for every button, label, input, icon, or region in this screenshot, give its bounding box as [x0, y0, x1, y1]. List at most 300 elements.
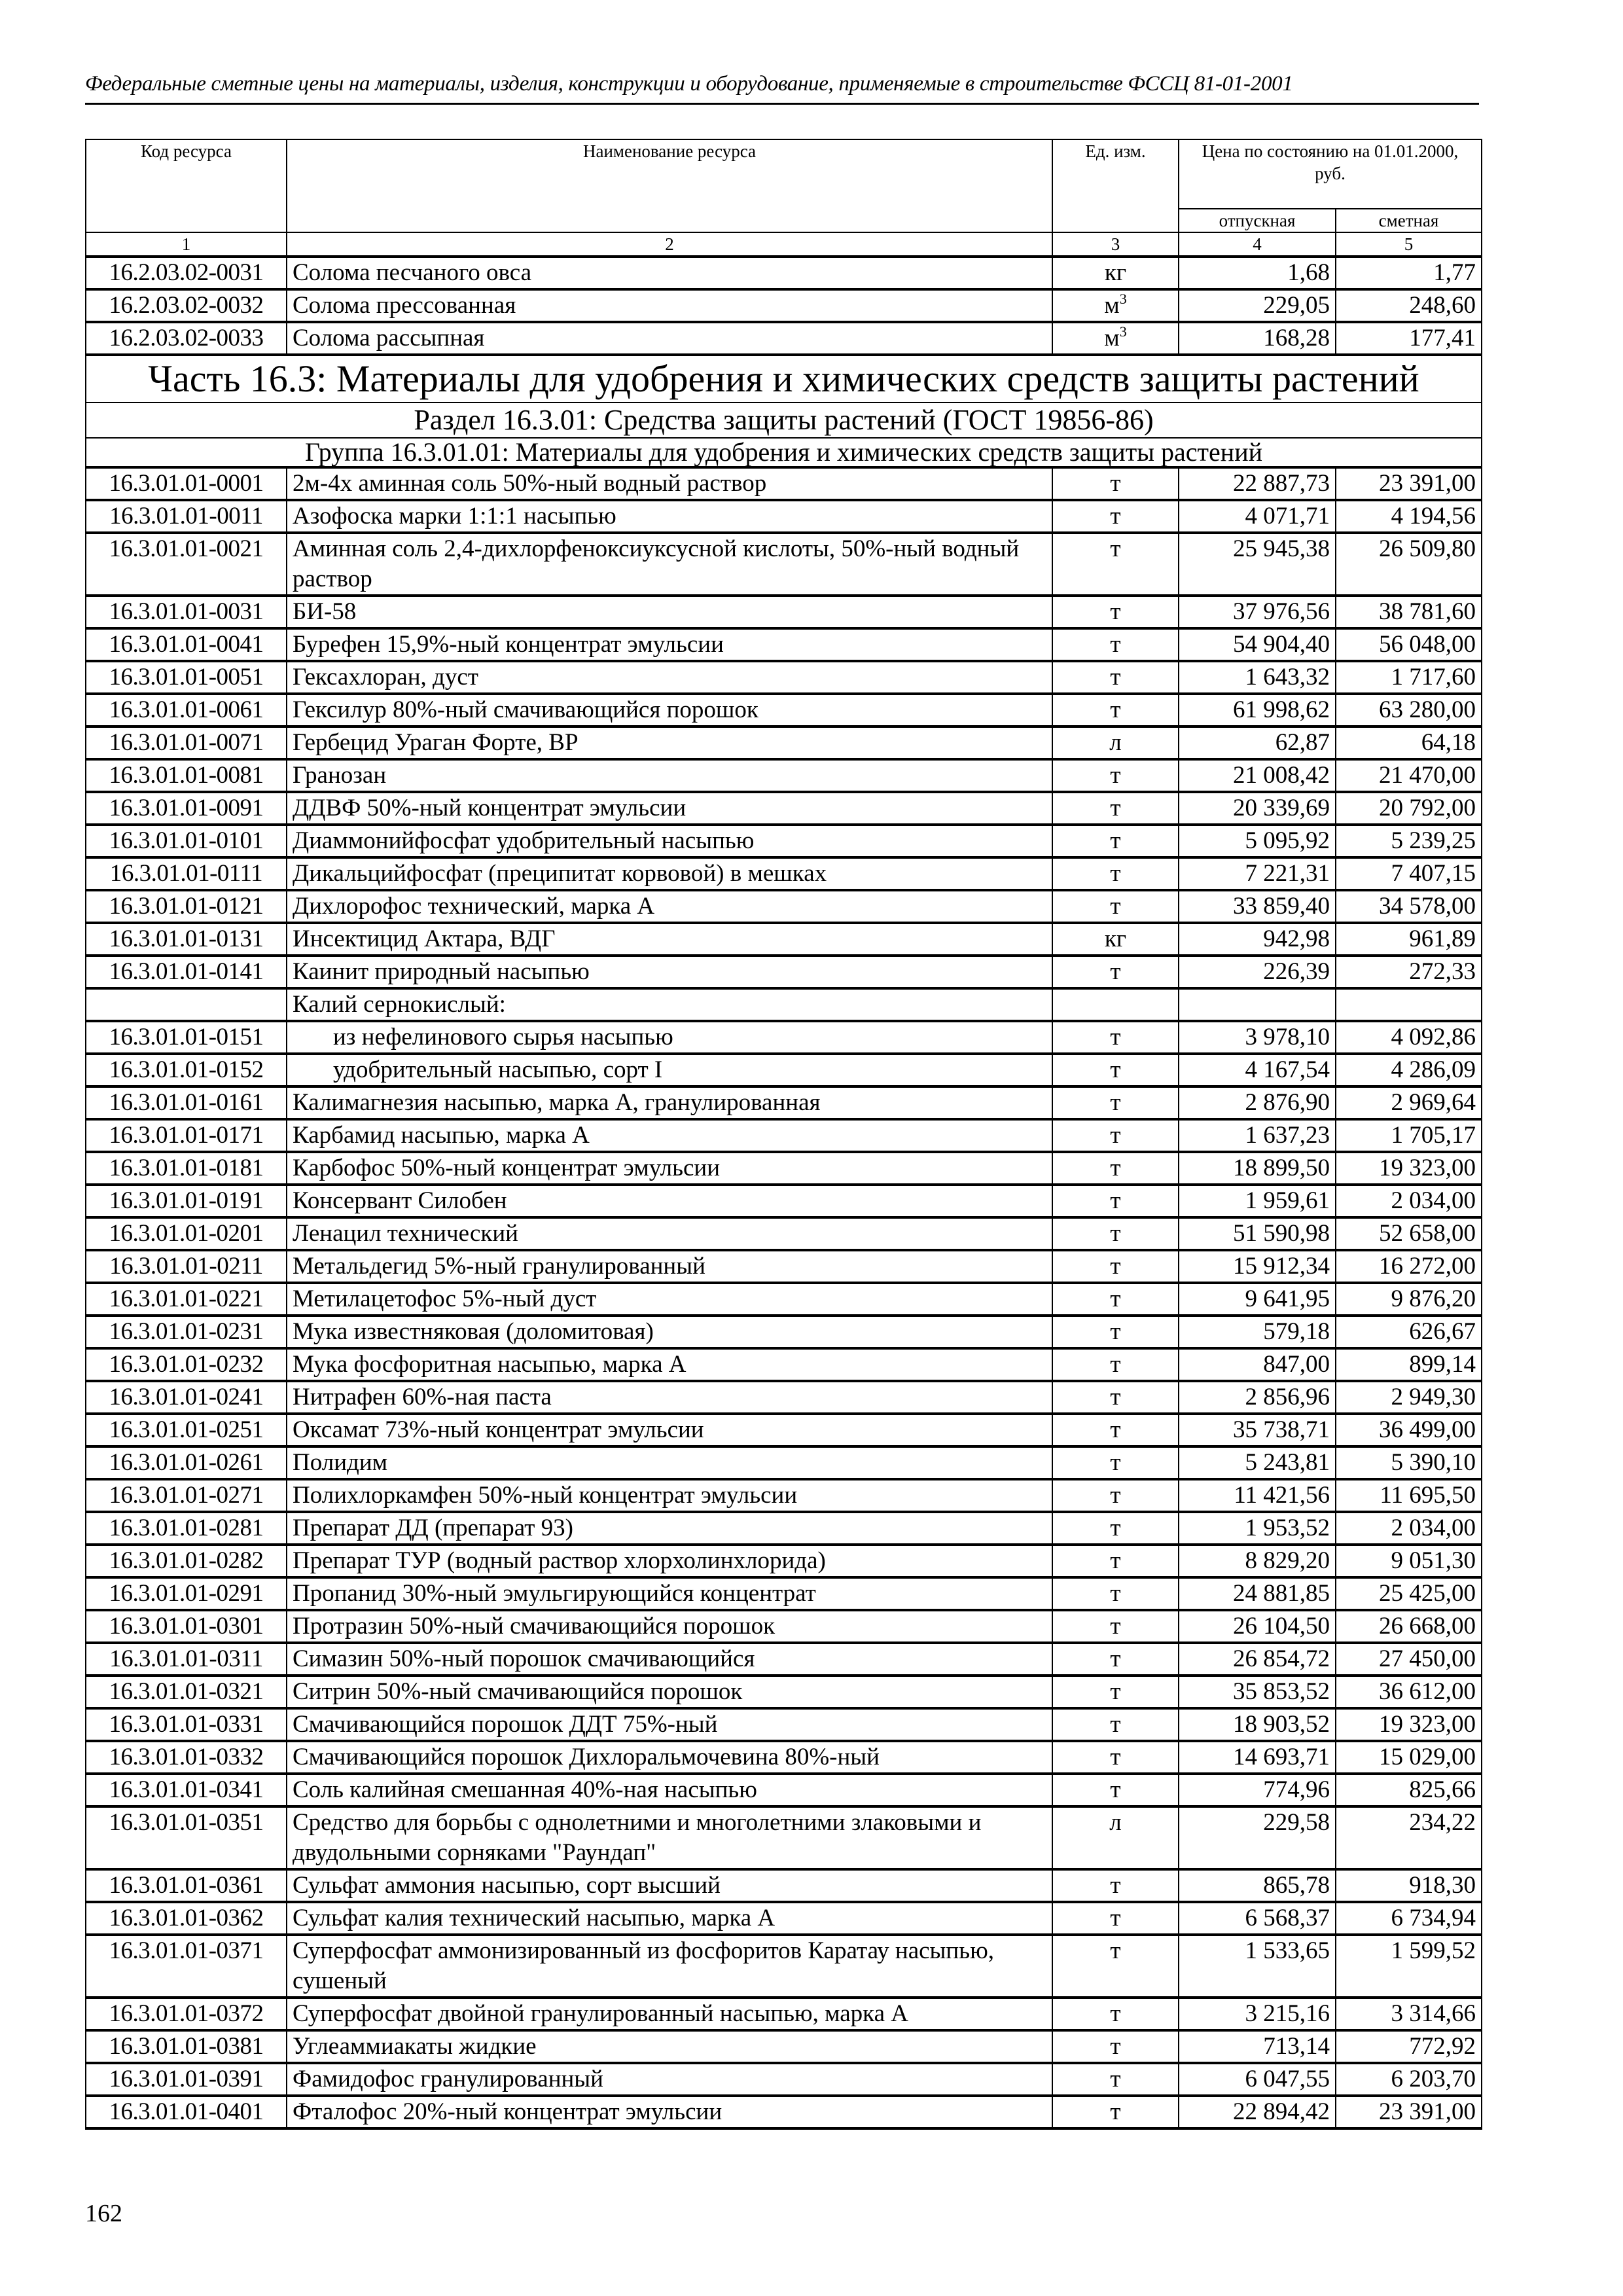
unit	[1052, 322, 1179, 355]
release-price: 1 953,52	[1179, 1512, 1336, 1545]
unit: т	[1052, 596, 1179, 628]
resource-name: Протразин 50%-ный смачивающийся порошок	[287, 1610, 1052, 1643]
column-number: 5	[1336, 232, 1482, 257]
release-price: 11 421,56	[1179, 1479, 1336, 1512]
resource-name: Препарат ТУР (водный раствор хлорхолинхлорида)	[287, 1545, 1052, 1577]
release-price: 4 167,54	[1179, 1054, 1336, 1086]
table-row	[86, 1774, 1482, 1806]
running-header: Федеральные сметные цены на материалы, изделия, конструкции и оборудование, применяемые в строительстве ФССЦ 81-01-2001	[85, 72, 1479, 105]
column-number: 1	[86, 232, 287, 257]
table-row	[86, 1610, 1482, 1643]
resource-name: Мука фосфоритная насыпью, марка А	[287, 1348, 1052, 1381]
release-price: 21 008,42	[1179, 759, 1336, 792]
resource-code: 16.3.01.01-0021	[86, 533, 287, 596]
part-title-row	[86, 355, 1482, 403]
unit: т	[1052, 890, 1179, 923]
resource-name: Солома рассыпная	[287, 322, 1052, 355]
resource-name: Пропанид 30%-ный эмульгирующийся концентрат	[287, 1577, 1052, 1610]
table-row	[86, 1021, 1482, 1054]
table-row	[86, 1545, 1482, 1577]
estimate-price: 899,14	[1336, 1348, 1482, 1381]
table-row	[86, 890, 1482, 923]
table-row	[86, 1054, 1482, 1086]
unit: т	[1052, 1283, 1179, 1316]
estimate-price: 3 314,66	[1336, 1998, 1482, 2030]
table-row	[86, 1479, 1482, 1512]
release-price: 4 071,71	[1179, 500, 1336, 533]
resource-code: 16.3.01.01-0301	[86, 1610, 287, 1643]
resource-name: Гранозан	[287, 759, 1052, 792]
resource-code: 16.3.01.01-0101	[86, 825, 287, 857]
table-row	[86, 500, 1482, 533]
unit: т	[1052, 1545, 1179, 1577]
resource-code: 16.3.01.01-0131	[86, 923, 287, 956]
unit: т	[1052, 1708, 1179, 1741]
release-price: 15 912,34	[1179, 1250, 1336, 1283]
resource-name: Суперфосфат аммонизированный из фосфоритов Каратау насыпью, сушеный	[287, 1935, 1052, 1998]
table-row	[86, 1316, 1482, 1348]
estimate-price: 7 407,15	[1336, 857, 1482, 890]
estimate-price: 4 194,56	[1336, 500, 1482, 533]
resource-code: 16.3.01.01-0401	[86, 2096, 287, 2128]
table-row	[86, 2096, 1482, 2128]
resource-code: 16.3.01.01-0311	[86, 1643, 287, 1676]
release-price: 24 881,85	[1179, 1577, 1336, 1610]
estimate-price: 19 323,00	[1336, 1152, 1482, 1185]
release-price: 229,05	[1179, 289, 1336, 322]
release-price: 6 568,37	[1179, 1902, 1336, 1935]
table-row	[86, 694, 1482, 726]
unit: т	[1052, 628, 1179, 661]
release-price: 51 590,98	[1179, 1217, 1336, 1250]
unit: т	[1052, 1935, 1179, 1998]
resource-code: 16.3.01.01-0291	[86, 1577, 287, 1610]
resource-code: 16.3.01.01-0152	[86, 1054, 287, 1086]
resource-code: 16.3.01.01-0241	[86, 1381, 287, 1414]
resource-name: Сульфат калия технический насыпью, марка А	[287, 1902, 1052, 1935]
resource-code: 16.3.01.01-0251	[86, 1414, 287, 1446]
resource-code: 16.3.01.01-0372	[86, 1998, 287, 2030]
estimate-price: 9 876,20	[1336, 1283, 1482, 1316]
header-price-group: Цена по состоянию на 01.01.2000, руб.	[1179, 139, 1482, 209]
resource-code: 16.3.01.01-0091	[86, 792, 287, 825]
resource-name: Полихлоркамфен 50%-ный концентрат эмульсии	[287, 1479, 1052, 1512]
release-price: 774,96	[1179, 1774, 1336, 1806]
resource-code: 16.3.01.01-0151	[86, 1021, 287, 1054]
resource-code: 16.3.01.01-0332	[86, 1741, 287, 1774]
resource-code: 16.3.01.01-0361	[86, 1869, 287, 1902]
unit: т	[1052, 1902, 1179, 1935]
resource-name: Диаммонийфосфат удобрительный насыпью	[287, 825, 1052, 857]
estimate-price: 27 450,00	[1336, 1643, 1482, 1676]
release-price: 942,98	[1179, 923, 1336, 956]
estimate-price: 64,18	[1336, 726, 1482, 759]
release-price: 1 643,32	[1179, 661, 1336, 694]
estimate-price: 825,66	[1336, 1774, 1482, 1806]
unit: т	[1052, 533, 1179, 596]
resource-name: Оксамат 73%-ный концентрат эмульсии	[287, 1414, 1052, 1446]
table-row	[86, 792, 1482, 825]
table-row	[86, 1250, 1482, 1283]
resource-name: Аминная соль 2,4-дихлорфеноксиуксусной кислоты, 50%-ный водный раствор	[287, 533, 1052, 596]
unit-exponent: 3	[1119, 291, 1127, 307]
release-price: 18 903,52	[1179, 1708, 1336, 1741]
unit: т	[1052, 1316, 1179, 1348]
resource-name: Гексилур 80%-ный смачивающийся порошок	[287, 694, 1052, 726]
estimate-price: 1,77	[1336, 257, 1482, 289]
estimate-price: 5 239,25	[1336, 825, 1482, 857]
unit: т	[1052, 1217, 1179, 1250]
estimate-price: 26 509,80	[1336, 533, 1482, 596]
release-price: 25 945,38	[1179, 533, 1336, 596]
table-row	[86, 1119, 1482, 1152]
part-block	[86, 355, 1482, 467]
release-price: 579,18	[1179, 1316, 1336, 1348]
resource-code: 16.3.01.01-0141	[86, 956, 287, 988]
estimate-price: 918,30	[1336, 1869, 1482, 1902]
unit: т	[1052, 1381, 1179, 1414]
resource-code: 16.3.01.01-0081	[86, 759, 287, 792]
resource-code: 16.3.01.01-0191	[86, 1185, 287, 1217]
resource-code: 16.3.01.01-0391	[86, 2063, 287, 2096]
release-price	[1179, 988, 1336, 1021]
table-row	[86, 628, 1482, 661]
release-price: 22 887,73	[1179, 467, 1336, 500]
table-row	[86, 322, 1482, 355]
resource-code: 16.3.01.01-0351	[86, 1806, 287, 1869]
estimate-price: 63 280,00	[1336, 694, 1482, 726]
estimate-price: 11 695,50	[1336, 1479, 1482, 1512]
estimate-price: 2 969,64	[1336, 1086, 1482, 1119]
table-row	[86, 956, 1482, 988]
estimate-price: 6 734,94	[1336, 1902, 1482, 1935]
resource-name: Карбамид насыпью, марка А	[287, 1119, 1052, 1152]
estimate-price: 26 668,00	[1336, 1610, 1482, 1643]
table-row	[86, 857, 1482, 890]
unit: л	[1052, 726, 1179, 759]
unit: т	[1052, 2063, 1179, 2096]
resource-code: 16.3.01.01-0121	[86, 890, 287, 923]
resource-code: 16.3.01.01-0181	[86, 1152, 287, 1185]
unit: т	[1052, 1414, 1179, 1446]
unit: т	[1052, 1479, 1179, 1512]
resource-name: Нитрафен 60%-ная паста	[287, 1381, 1052, 1414]
release-price: 3 978,10	[1179, 1021, 1336, 1054]
table-row	[86, 661, 1482, 694]
estimate-price: 626,67	[1336, 1316, 1482, 1348]
release-price: 1,68	[1179, 257, 1336, 289]
unit: т	[1052, 759, 1179, 792]
estimate-price: 961,89	[1336, 923, 1482, 956]
resource-name: Каинит природный насыпью	[287, 956, 1052, 988]
unit: т	[1052, 1610, 1179, 1643]
table-row	[86, 1348, 1482, 1381]
estimate-price: 272,33	[1336, 956, 1482, 988]
estimate-price: 248,60	[1336, 289, 1482, 322]
estimate-price: 1 599,52	[1336, 1935, 1482, 1998]
resource-name: ДДВФ 50%-ный концентрат эмульсии	[287, 792, 1052, 825]
table-row	[86, 1086, 1482, 1119]
unit: кг	[1052, 257, 1179, 289]
table-row	[86, 1741, 1482, 1774]
unit-base: м	[1104, 325, 1120, 351]
resource-name: Солома прессованная	[287, 289, 1052, 322]
resource-name: Азофоска марки 1:1:1 насыпью	[287, 500, 1052, 533]
resource-code: 16.3.01.01-0061	[86, 694, 287, 726]
resource-code: 16.3.01.01-0282	[86, 1545, 287, 1577]
resource-code: 16.3.01.01-0232	[86, 1348, 287, 1381]
section-title: Раздел 16.3.01: Средства защиты растений (ГОСТ 19856-86)	[86, 403, 1482, 438]
resource-code: 16.3.01.01-0111	[86, 857, 287, 890]
unit: т	[1052, 1021, 1179, 1054]
unit: т	[1052, 1348, 1179, 1381]
resource-name: Калий сернокислый:	[287, 988, 1052, 1021]
release-price: 14 693,71	[1179, 1741, 1336, 1774]
estimate-price	[1336, 988, 1482, 1021]
column-number: 4	[1179, 232, 1336, 257]
table-subheading-row	[86, 988, 1482, 1021]
resource-rows	[86, 467, 1482, 2128]
estimate-price: 34 578,00	[1336, 890, 1482, 923]
unit: т	[1052, 694, 1179, 726]
estimate-price: 1 717,60	[1336, 661, 1482, 694]
resource-name: Калимагнезия насыпью, марка А, гранулированная	[287, 1086, 1052, 1119]
release-price: 54 904,40	[1179, 628, 1336, 661]
resource-name: Дикальцийфосфат (преципитат корвовой) в мешках	[287, 857, 1052, 890]
table-row	[86, 1217, 1482, 1250]
release-price: 229,58	[1179, 1806, 1336, 1869]
resource-name: Суперфосфат двойной гранулированный насыпью, марка А	[287, 1998, 1052, 2030]
unit: т	[1052, 1054, 1179, 1086]
unit: т	[1052, 1512, 1179, 1545]
unit: т	[1052, 1446, 1179, 1479]
unit: т	[1052, 1250, 1179, 1283]
unit: т	[1052, 1741, 1179, 1774]
table-row	[86, 825, 1482, 857]
resource-name: Фамидофос гранулированный	[287, 2063, 1052, 2096]
header-unit: Ед. изм.	[1052, 139, 1179, 232]
resource-code: 16.3.01.01-0331	[86, 1708, 287, 1741]
estimate-price: 4 286,09	[1336, 1054, 1482, 1086]
release-price: 62,87	[1179, 726, 1336, 759]
table-row	[86, 2030, 1482, 2063]
header-row	[86, 139, 1482, 209]
resource-name: Мука известняковая (доломитовая)	[287, 1316, 1052, 1348]
release-price: 2 856,96	[1179, 1381, 1336, 1414]
table-row	[86, 1643, 1482, 1676]
resource-name: Углеаммиакаты жидкие	[287, 2030, 1052, 2063]
unit: т	[1052, 1119, 1179, 1152]
resource-code: 16.3.01.01-0031	[86, 596, 287, 628]
resource-name: Средство для борьбы с однолетними и многолетними злаковыми и двудольными сорняками "Раундап"	[287, 1806, 1052, 1869]
resource-code: 16.3.01.01-0371	[86, 1935, 287, 1998]
table-row	[86, 1869, 1482, 1902]
release-price: 33 859,40	[1179, 890, 1336, 923]
release-price: 20 339,69	[1179, 792, 1336, 825]
pre-rows	[86, 257, 1482, 355]
estimate-price: 15 029,00	[1336, 1741, 1482, 1774]
header-estimate-price: сметная	[1336, 209, 1482, 232]
unit: т	[1052, 1152, 1179, 1185]
release-price: 7 221,31	[1179, 857, 1336, 890]
table-row	[86, 1283, 1482, 1316]
table-row	[86, 1152, 1482, 1185]
section-title-row	[86, 403, 1482, 438]
table-row	[86, 1998, 1482, 2030]
resource-name: Дихлорофос технический, марка А	[287, 890, 1052, 923]
resource-name: из нефелинового сырья насыпью	[287, 1021, 1052, 1054]
release-price: 9 641,95	[1179, 1283, 1336, 1316]
release-price: 2 876,90	[1179, 1086, 1336, 1119]
estimate-price: 177,41	[1336, 322, 1482, 355]
table-row	[86, 1414, 1482, 1446]
table-row	[86, 759, 1482, 792]
unit: т	[1052, 857, 1179, 890]
column-number: 3	[1052, 232, 1179, 257]
resource-name: Полидим	[287, 1446, 1052, 1479]
resource-code: 16.3.01.01-0271	[86, 1479, 287, 1512]
release-price: 713,14	[1179, 2030, 1336, 2063]
release-price: 1 637,23	[1179, 1119, 1336, 1152]
resource-code: 16.2.03.02-0032	[86, 289, 287, 322]
resource-code	[86, 988, 287, 1021]
table-row	[86, 1676, 1482, 1708]
resource-code: 16.2.03.02-0031	[86, 257, 287, 289]
table-row	[86, 1902, 1482, 1935]
estimate-price: 21 470,00	[1336, 759, 1482, 792]
release-price: 168,28	[1179, 322, 1336, 355]
estimate-price: 23 391,00	[1336, 467, 1482, 500]
estimate-price: 5 390,10	[1336, 1446, 1482, 1479]
table-row	[86, 1935, 1482, 1998]
resource-code: 16.3.01.01-0001	[86, 467, 287, 500]
release-price: 3 215,16	[1179, 1998, 1336, 2030]
resource-name: Метилацетофос 5%-ный дуст	[287, 1283, 1052, 1316]
estimate-price: 52 658,00	[1336, 1217, 1482, 1250]
release-price: 847,00	[1179, 1348, 1336, 1381]
resource-code: 16.3.01.01-0171	[86, 1119, 287, 1152]
release-price: 22 894,42	[1179, 2096, 1336, 2128]
estimate-price: 2 034,00	[1336, 1185, 1482, 1217]
resource-name: удобрительный насыпью, сорт I	[287, 1054, 1052, 1086]
resource-code: 16.3.01.01-0231	[86, 1316, 287, 1348]
resource-name: Солома песчаного овса	[287, 257, 1052, 289]
resource-name: Метальдегид 5%-ный гранулированный	[287, 1250, 1052, 1283]
resource-code: 16.3.01.01-0051	[86, 661, 287, 694]
price-table	[85, 139, 1482, 2130]
resource-code: 16.3.01.01-0321	[86, 1676, 287, 1708]
unit-base: м	[1104, 292, 1120, 319]
release-price: 226,39	[1179, 956, 1336, 988]
table-row	[86, 257, 1482, 289]
resource-name: Соль калийная смешанная 40%-ная насыпью	[287, 1774, 1052, 1806]
table-row	[86, 596, 1482, 628]
resource-name: Препарат ДД (препарат 93)	[287, 1512, 1052, 1545]
resource-name: Ситрин 50%-ный смачивающийся порошок	[287, 1676, 1052, 1708]
unit: т	[1052, 1774, 1179, 1806]
unit	[1052, 289, 1179, 322]
resource-code: 16.3.01.01-0211	[86, 1250, 287, 1283]
table-row	[86, 726, 1482, 759]
estimate-price: 4 092,86	[1336, 1021, 1482, 1054]
unit: т	[1052, 500, 1179, 533]
estimate-price: 23 391,00	[1336, 2096, 1482, 2128]
resource-name: Гербецид Ураган Форте, ВР	[287, 726, 1052, 759]
unit: т	[1052, 2096, 1179, 2128]
unit: т	[1052, 1998, 1179, 2030]
resource-name: Смачивающийся порошок Дихлоральмочевина 80%-ный	[287, 1741, 1052, 1774]
unit: т	[1052, 792, 1179, 825]
resource-code: 16.3.01.01-0362	[86, 1902, 287, 1935]
column-numbers-row	[86, 232, 1482, 257]
estimate-price: 2 034,00	[1336, 1512, 1482, 1545]
part-title: Часть 16.3: Материалы для удобрения и химических средств защиты растений	[86, 355, 1482, 403]
resource-name: Карбофос 50%-ный концентрат эмульсии	[287, 1152, 1052, 1185]
release-price: 18 899,50	[1179, 1152, 1336, 1185]
unit: т	[1052, 1185, 1179, 1217]
estimate-price: 9 051,30	[1336, 1545, 1482, 1577]
table-row	[86, 1708, 1482, 1741]
release-price: 26 854,72	[1179, 1643, 1336, 1676]
resource-code: 16.3.01.01-0261	[86, 1446, 287, 1479]
table-row	[86, 1577, 1482, 1610]
release-price: 8 829,20	[1179, 1545, 1336, 1577]
estimate-price: 1 705,17	[1336, 1119, 1482, 1152]
unit: т	[1052, 956, 1179, 988]
unit: т	[1052, 1577, 1179, 1610]
resource-code: 16.3.01.01-0381	[86, 2030, 287, 2063]
resource-code: 16.3.01.01-0201	[86, 1217, 287, 1250]
release-price: 35 738,71	[1179, 1414, 1336, 1446]
resource-name: БИ-58	[287, 596, 1052, 628]
estimate-price: 2 949,30	[1336, 1381, 1482, 1414]
unit: т	[1052, 2030, 1179, 2063]
release-price: 6 047,55	[1179, 2063, 1336, 2096]
estimate-price: 56 048,00	[1336, 628, 1482, 661]
unit: л	[1052, 1806, 1179, 1869]
unit: т	[1052, 467, 1179, 500]
estimate-price: 234,22	[1336, 1806, 1482, 1869]
release-price: 1 533,65	[1179, 1935, 1336, 1998]
group-title-row	[86, 438, 1482, 467]
table-row	[86, 1512, 1482, 1545]
resource-code: 16.2.03.02-0033	[86, 322, 287, 355]
resource-name: Гексахлоран, дуст	[287, 661, 1052, 694]
table-row	[86, 1806, 1482, 1869]
estimate-price: 36 612,00	[1336, 1676, 1482, 1708]
estimate-price: 19 323,00	[1336, 1708, 1482, 1741]
table-row	[86, 2063, 1482, 2096]
unit: т	[1052, 1869, 1179, 1902]
group-title: Группа 16.3.01.01: Материалы для удобрения и химических средств защиты растений	[86, 438, 1482, 467]
column-number: 2	[287, 232, 1052, 257]
resource-name: Инсектицид Актара, ВДГ	[287, 923, 1052, 956]
table-row	[86, 923, 1482, 956]
estimate-price: 38 781,60	[1336, 596, 1482, 628]
resource-name: Бурефен 15,9%-ный концентрат эмульсии	[287, 628, 1052, 661]
estimate-price: 16 272,00	[1336, 1250, 1482, 1283]
resource-name: Фталофос 20%-ный концентрат эмульсии	[287, 2096, 1052, 2128]
table-row	[86, 289, 1482, 322]
unit: т	[1052, 1086, 1179, 1119]
table-row	[86, 1185, 1482, 1217]
resource-code: 16.3.01.01-0161	[86, 1086, 287, 1119]
release-price: 1 959,61	[1179, 1185, 1336, 1217]
unit: т	[1052, 661, 1179, 694]
resource-code: 16.3.01.01-0011	[86, 500, 287, 533]
release-price: 5 095,92	[1179, 825, 1336, 857]
page-number: 162	[85, 2200, 122, 2227]
